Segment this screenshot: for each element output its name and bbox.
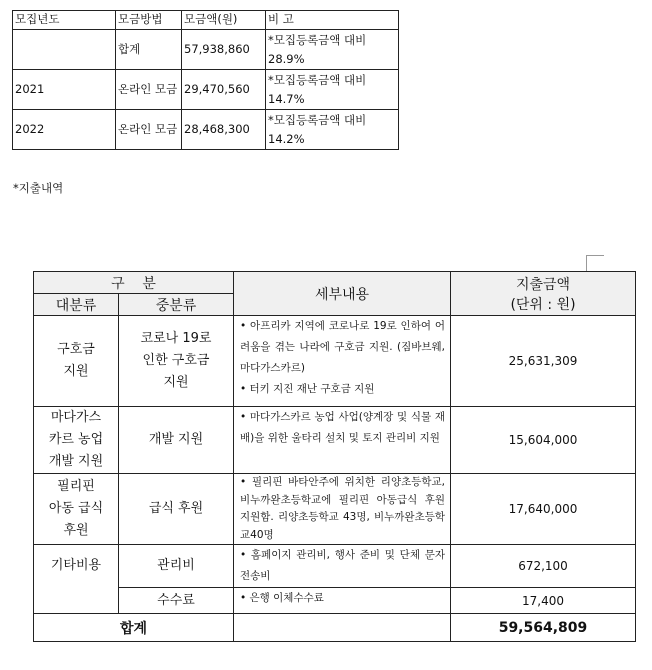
detail-text: • 터키 지진 재난 구호금 지원 xyxy=(240,383,375,395)
major-cell xyxy=(34,407,119,474)
total-amount: 59,564,809 xyxy=(451,614,636,642)
fundraising-header-row xyxy=(13,11,399,30)
amount-cell: 28,468,300 xyxy=(182,110,266,150)
detail-cell: • 홈페이지 관리비, 행사 준비 및 단체 문자 전송비 xyxy=(234,545,451,588)
major-line: 지원 xyxy=(63,364,89,379)
text-cursor-corner xyxy=(586,255,604,272)
major-cell xyxy=(34,316,119,407)
minor-cell: 개발 지원 xyxy=(119,407,234,474)
minor-line: 지원 xyxy=(163,375,189,390)
note-cell xyxy=(266,110,399,150)
major-line: 구호금 xyxy=(57,342,95,357)
minor-line: 코로나 19로 xyxy=(140,331,212,346)
major-line: 후원 xyxy=(63,523,89,538)
major-cell xyxy=(34,474,119,545)
note-cell xyxy=(266,70,399,110)
method-cell: 온라인 모금 xyxy=(116,70,182,110)
fundraising-row-2022 xyxy=(13,110,399,150)
amount-cell: 57,938,860 xyxy=(182,30,266,70)
detail-cell: • 필리핀 바타안주에 위치한 리양초등학교, 비누까완초등학교에 필리핀 아동급식 후원 지원함. 리양초등학교 43명, 비누까완초등학교40명 xyxy=(234,474,451,545)
detail-cell xyxy=(234,316,451,407)
major-line: 마다가스 xyxy=(50,410,102,425)
note-line2: 14.2% xyxy=(268,131,305,146)
minor-cell: 급식 후원 xyxy=(119,474,234,545)
header-method: 모금방법 xyxy=(116,11,182,30)
year-cell: 2022 xyxy=(13,110,116,150)
major-line: 개발 지원 xyxy=(48,454,104,469)
header-minor: 중분류 xyxy=(119,294,234,316)
amount-cell: 25,631,309 xyxy=(451,316,636,407)
expense-header-row-1 xyxy=(34,272,636,294)
amount-cell: 17,400 xyxy=(451,588,636,614)
header-year: 모집년도 xyxy=(13,11,116,30)
header-detail: 세부내용 xyxy=(234,272,451,316)
major-line: 필리핀 xyxy=(57,479,95,494)
expense-note: *지출내역 xyxy=(13,181,64,195)
minor-cell: 관리비 xyxy=(119,545,234,588)
note-line2: 28.9% xyxy=(268,51,305,66)
expense-row-relief xyxy=(34,316,636,407)
year-cell xyxy=(13,30,116,70)
note-line1: *모집등록금액 대비 xyxy=(268,112,367,127)
header-note: 비 고 xyxy=(266,11,399,30)
fundraising-row-total xyxy=(13,30,399,70)
expense-row-other xyxy=(34,545,636,588)
detail-cell: • 마다가스카르 농업 사업(양계장 및 식물 재배)을 위한 울타리 설치 및 토지 관리비 지원 xyxy=(234,407,451,474)
fundraising-table xyxy=(12,10,399,150)
total-label: 합계 xyxy=(34,614,234,642)
expense-row-meals xyxy=(34,474,636,545)
minor-cell: 수수료 xyxy=(119,588,234,614)
amount-cell: 672,100 xyxy=(451,545,636,588)
minor-cell xyxy=(119,316,234,407)
expense-row-fees xyxy=(34,588,636,614)
total-detail-cell xyxy=(234,614,451,642)
header-amount-line1: 지출금액 xyxy=(515,276,571,293)
expense-total-row xyxy=(34,614,636,642)
expense-row-agriculture xyxy=(34,407,636,474)
header-amount-line2: (단위 : 원) xyxy=(510,296,576,313)
detail-text: • 아프리카 지역에 코로나로 19로 인하여 어려움을 겪는 나라에 구호금 지원. (짐바브웨, 마다가스카르) xyxy=(240,320,445,374)
major-line: 아동 급식 xyxy=(48,501,104,516)
amount-cell: 17,640,000 xyxy=(451,474,636,545)
note-line2: 14.7% xyxy=(268,91,305,106)
header-amount: 모금액(원) xyxy=(182,11,266,30)
major-line: 카르 농업 xyxy=(48,432,104,447)
fundraising-row-2021 xyxy=(13,70,399,110)
major-cell xyxy=(34,545,119,614)
year-cell: 2021 xyxy=(13,70,116,110)
header-group: 구 분 xyxy=(34,272,234,294)
expense-table xyxy=(33,271,636,642)
method-cell: 합계 xyxy=(116,30,182,70)
note-line1: *모집등록금액 대비 xyxy=(268,32,367,47)
major-line: 기타비용 xyxy=(50,558,102,573)
note-cell xyxy=(266,30,399,70)
method-cell: 온라인 모금 xyxy=(116,110,182,150)
amount-cell: 15,604,000 xyxy=(451,407,636,474)
header-amount xyxy=(451,272,636,316)
minor-line: 인한 구호금 xyxy=(142,353,210,368)
note-line1: *모집등록금액 대비 xyxy=(268,72,367,87)
header-major: 대분류 xyxy=(34,294,119,316)
amount-cell: 29,470,560 xyxy=(182,70,266,110)
detail-cell: • 은행 이체수수료 xyxy=(234,588,451,614)
